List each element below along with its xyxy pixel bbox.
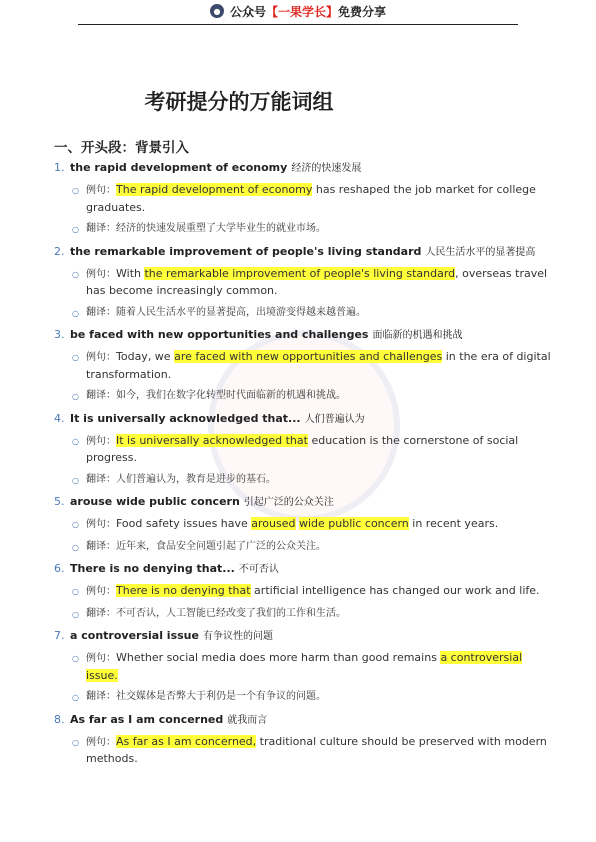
list-item (54, 411, 554, 490)
translation-text: 近年来，食品安全问题引起了广泛的公众关注。 (116, 540, 326, 552)
example-label: 例句： (86, 519, 116, 530)
translation-text: 随着人民生活水平的显著提高，出境游变得越来越普遍。 (116, 306, 366, 318)
phrase-line (54, 628, 554, 645)
page-header (0, 0, 596, 22)
translation-label: 翻译： (86, 223, 116, 234)
translation-label: 翻译： (86, 540, 116, 552)
page-title: 考研提分的万能词组 (144, 90, 334, 114)
bullet-icon: ○ (72, 609, 79, 619)
item-number: 7. (54, 629, 65, 642)
example-line: ○ 例句：Food safety issues have aroused wide public concern in recent years. (72, 516, 554, 534)
bullet-icon: ○ (72, 353, 79, 362)
bullet-icon: ○ (72, 308, 79, 318)
bullet-icon: ○ (72, 392, 79, 401)
translation-label: 翻译： (86, 473, 116, 485)
section-heading: 一、开头段：背景引入 (54, 140, 189, 156)
list-item (54, 244, 554, 323)
example-label: 例句： (86, 653, 116, 664)
phrase: As far as I am concerned (70, 712, 224, 726)
highlight: a controversial issue. (86, 651, 523, 682)
phrase-meaning: 经济的快速发展 (291, 163, 362, 174)
phrase: be faced with new opportunities and challenges (70, 328, 369, 341)
example-label: 例句： (86, 352, 116, 363)
phrase-line (54, 411, 554, 428)
list-item (54, 160, 554, 239)
item-number: 2. (54, 244, 65, 258)
translation-line (72, 305, 554, 323)
item-number: 4. (54, 411, 65, 425)
translation-label: 翻译： (86, 691, 116, 702)
example-label: 例句： (86, 185, 116, 196)
list-item (54, 712, 554, 768)
highlight: There is no denying that (116, 584, 251, 597)
list-item (54, 628, 554, 707)
item-number: 6. (54, 562, 65, 575)
phrase-meaning: 面临新的机遇和挑战 (372, 330, 463, 341)
phrase: a controversial issue (70, 629, 199, 642)
translation-label: 翻译： (86, 306, 116, 318)
phrase-meaning: 就我而言 (227, 714, 268, 726)
translation-text: 如今，我们在数字化转型时代面临新的机遇和挑战。 (116, 390, 346, 401)
example-line: ○ 例句：It is universally acknowledged that education is the cornerstone of social progress. (72, 433, 554, 467)
highlight: It is universally acknowledged that (116, 433, 308, 447)
example-line: ○ 例句：With the remarkable improvement of people's living standard, overseas travel has become increasingly common. (72, 266, 554, 300)
phrase-line (54, 327, 554, 344)
example-line: ○ 例句：The rapid development of economy has reshaped the job market for college graduates. (72, 182, 554, 216)
bullet-icon: ○ (72, 587, 79, 596)
bullet-icon: ○ (72, 475, 79, 485)
highlight: aroused (251, 517, 296, 530)
example-line: ○ 例句：Today, we are faced with new opportunities and challenges in the era of digital transformation. (72, 349, 554, 383)
highlight: are faced with new opportunities and challenges (174, 350, 443, 363)
item-number: 8. (54, 712, 65, 726)
bullet-icon: ○ (72, 520, 79, 529)
translation-text: 经济的快速发展重塑了大学毕业生的就业市场。 (116, 223, 326, 234)
translation-line (72, 388, 554, 406)
header-accent: 【一果学长】 (265, 4, 338, 19)
phrase-meaning: 不可否认 (238, 564, 279, 575)
translation-line (72, 472, 554, 490)
phrase-line (54, 160, 554, 177)
bullet-icon: ○ (72, 225, 79, 234)
phrase: the remarkable improvement of people's living standard (70, 244, 422, 258)
translation-label: 翻译： (86, 390, 116, 401)
list-item (54, 494, 554, 556)
bullet-icon: ○ (72, 693, 79, 702)
translation-line (72, 606, 554, 624)
item-number: 1. (54, 161, 65, 174)
phrase-meaning: 人们普遍认为 (304, 413, 365, 425)
item-number: 3. (54, 328, 65, 341)
bullet-icon: ○ (72, 737, 79, 747)
example-label: 例句： (86, 736, 116, 748)
example-label: 例句： (86, 586, 116, 597)
phrase: It is universally acknowledged that... (70, 411, 301, 425)
phrase: the rapid development of economy (70, 161, 288, 174)
item-number: 5. (54, 495, 65, 508)
highlight: wide public concern (299, 517, 409, 530)
highlight: As far as I am concerned, (116, 734, 257, 748)
example-line: ○ 例句：As far as I am concerned, traditional culture should be preserved with modern methods. (72, 734, 554, 768)
phrase-line (54, 244, 554, 261)
bullet-icon: ○ (72, 654, 79, 663)
example-label: 例句： (86, 268, 116, 280)
translation-text: 不可否认，人工智能已经改变了我们的工作和生活。 (116, 607, 346, 619)
bullet-icon: ○ (72, 269, 79, 279)
phrase-meaning: 引起广泛的公众关注 (243, 497, 334, 508)
list-item (54, 327, 554, 406)
translation-line (72, 689, 554, 707)
phrase-line (54, 561, 554, 578)
list-item (54, 561, 554, 623)
translation-text: 人们普遍认为，教育是进步的基石。 (116, 473, 276, 485)
translation-text: 社交媒体是否弊大于利仍是一个有争议的问题。 (116, 691, 326, 702)
bullet-icon: ○ (72, 186, 79, 195)
phrase-list (54, 160, 554, 773)
phrase: arouse wide public concern (70, 495, 240, 508)
header-post: 免费分享 (338, 4, 387, 19)
phrase-line (54, 494, 554, 511)
translation-label: 翻译： (86, 607, 116, 619)
bullet-icon: ○ (72, 436, 79, 446)
phrase-line (54, 712, 554, 729)
header-divider (78, 24, 518, 25)
translation-line (72, 539, 554, 557)
example-label: 例句： (86, 435, 116, 447)
phrase-meaning: 有争议性的问题 (202, 631, 273, 642)
phrase: There is no denying that... (70, 562, 235, 575)
example-line: ○ 例句：There is no denying that artificial intelligence has changed our work and life. (72, 583, 554, 601)
translation-line (72, 221, 554, 239)
avatar-icon: ● (210, 4, 224, 18)
highlight: the remarkable improvement of people's living standard (144, 266, 456, 280)
header-pre: 公众号 (229, 4, 266, 19)
highlight: The rapid development of economy (116, 183, 313, 196)
example-line: ○ 例句：Whether social media does more harm than good remains a controversial issue. (72, 650, 554, 684)
bullet-icon: ○ (72, 542, 79, 552)
phrase-meaning: 人民生活水平的显著提高 (425, 246, 536, 258)
